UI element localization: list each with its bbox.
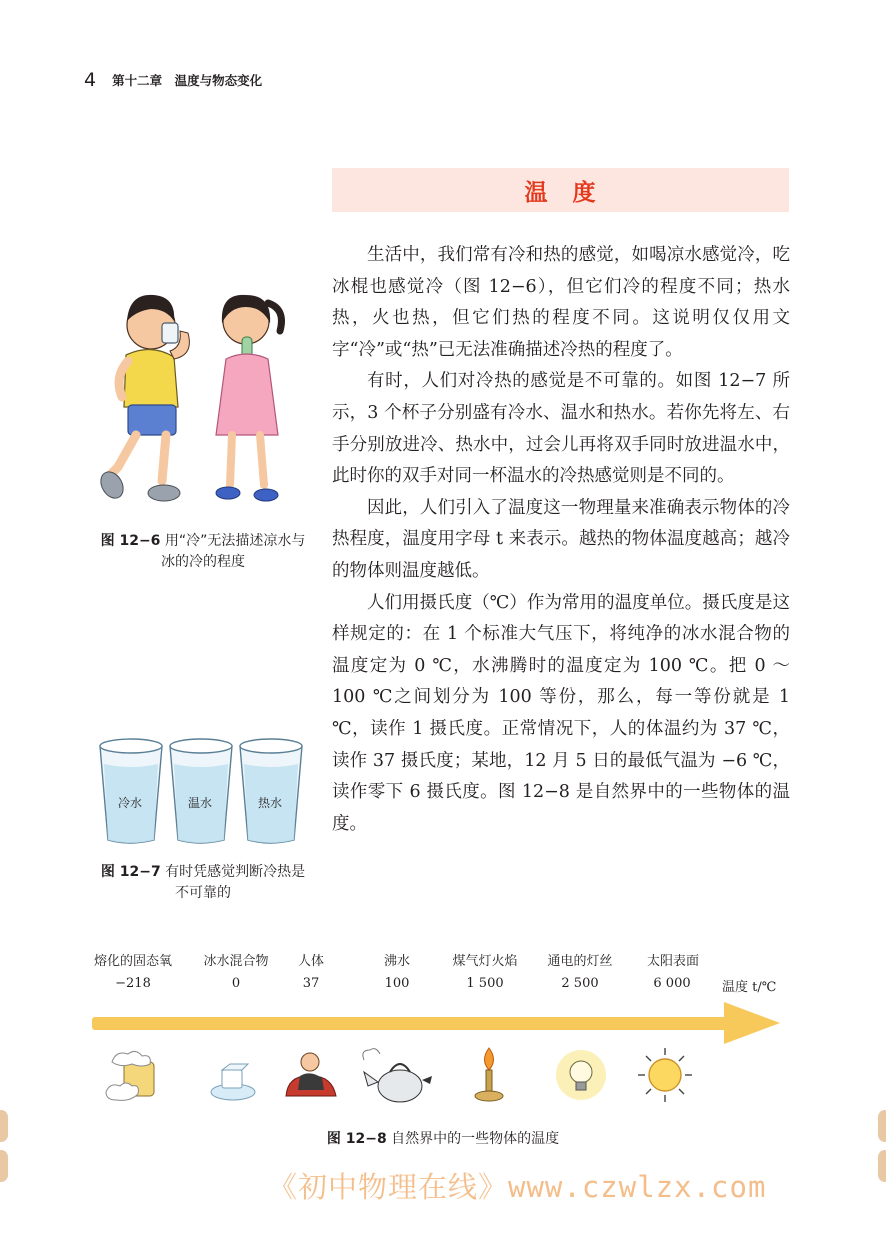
- scale-item-value: 2 500: [561, 976, 599, 991]
- page-number: 4: [84, 69, 97, 91]
- page-edge-mark: [878, 1150, 886, 1182]
- cup-icon: [100, 739, 162, 843]
- scale-item-name: 人体: [297, 954, 325, 969]
- page-edge-mark: [878, 1110, 886, 1142]
- body-text: [332, 240, 790, 840]
- scale-item-value: −218: [115, 976, 151, 991]
- scale-item-name: 煤气灯火焰: [452, 954, 518, 969]
- section-title: 温 度: [524, 179, 597, 206]
- gas-flame-icon: [470, 1046, 508, 1104]
- cup-label-cold: 冷水: [118, 796, 143, 810]
- axis-label: 温度 t/℃: [722, 980, 777, 995]
- figure-caption: [0, 1129, 886, 1150]
- scale-item-name: 熔化的固态氧: [93, 954, 173, 969]
- boy-drinking-figure: [96, 295, 189, 502]
- scale-item-value: 100: [384, 976, 410, 991]
- page-edge-mark: [0, 1150, 8, 1182]
- figure-caption-text: 有时凭感觉判断冷热是不可靠的: [165, 864, 306, 901]
- paragraph: 人们用摄氏度（℃）作为常用的温度单位。摄氏度是这样规定的：在 1 个标准大气压下，将纯净的冰水混合物的温度定为 0 ℃，水沸腾时的温度定为 100 ℃。把 0 ～ 100 ℃之间划分为 100 等份，那么，每一等份就是 1 ℃，读作 1 摄氏度。正常情况下，人的体温约为 37 ℃，读作 37 摄氏度；某地，12 月 5 日的最低气温为 −6 ℃，读作零下 6 摄氏度。图 12−8 是自然界中的一些物体的温度。: [332, 592, 790, 834]
- person-icon: [282, 1046, 340, 1104]
- cup-label-hot: 热水: [258, 796, 283, 810]
- three-cups-figure: [98, 736, 308, 846]
- sun-icon: [636, 1046, 694, 1104]
- scale-item-value: 6 000: [653, 976, 691, 991]
- cups-drawing: [98, 736, 308, 846]
- melting-oxygen-icon: [102, 1048, 162, 1108]
- temperature-arrow: [90, 1000, 782, 1046]
- ice-water-icon: [208, 1058, 258, 1104]
- scale-item-name: 通电的灯丝: [547, 954, 613, 969]
- section-title-bar: [332, 168, 789, 212]
- girl-icecream-figure: [216, 295, 282, 501]
- scale-item-name: 太阳表面: [646, 954, 700, 969]
- cup-icon: [240, 739, 302, 843]
- cup-icon: [170, 739, 232, 843]
- watermark-text: 《初中物理在线》www.czwlzx.com: [268, 1170, 767, 1204]
- page-header: [84, 68, 262, 92]
- figure-label: 图 12−7: [100, 864, 161, 880]
- scale-item-value: 1 500: [466, 976, 504, 991]
- figure-caption-text: 自然界中的一些物体的温度: [391, 1131, 560, 1147]
- scale-item-name: 沸水: [383, 954, 411, 969]
- boiling-kettle-icon: [358, 1046, 436, 1104]
- paragraph: 有时，人们对冷热的感觉是不可靠的。如图 12−7 所示，3 个杯子分别盛有冷水、温水和热水。若你先将左、右手分别放进冷、热水中，过会儿再将双手同时放进温水中，此时你的双手对同一杯温水的冷热感觉则是不同的。: [332, 371, 790, 487]
- children-illustration: [96, 285, 310, 520]
- chapter-title: 第十二章 温度与物态变化: [112, 73, 263, 88]
- paragraph: 生活中，我们常有冷和热的感觉，如喝凉水感觉冷，吃冰棍也感觉冷（图 12−6），但它们冷的程度不同；热水热，火也热，但它们热的程度不同。这说明仅仅用文字“冷”或“热”已无法准确描述冷热的程度了。: [332, 245, 790, 360]
- page-edge-mark: [0, 1110, 8, 1142]
- scale-item-value: 37: [302, 976, 320, 991]
- figure-caption-text: 用“冷”无法描述凉水与冰的冷的程度: [161, 533, 306, 570]
- scale-item-value: 0: [231, 976, 241, 991]
- figure-caption: [96, 862, 310, 904]
- temperature-scale-figure: [0, 948, 886, 1118]
- light-bulb-icon: [554, 1048, 608, 1102]
- cup-label-warm: 温水: [188, 796, 213, 810]
- paragraph: 因此，人们引入了温度这一物理量来准确表示物体的冷热程度，温度用字母 t 来表示。越热的物体温度越高；越冷的物体则温度越低。: [332, 497, 790, 581]
- figure-caption: [96, 531, 310, 573]
- figure-label: 图 12−6: [100, 533, 161, 549]
- scale-item-name: 冰水混合物: [203, 954, 269, 969]
- figure-label: 图 12−8: [326, 1131, 387, 1147]
